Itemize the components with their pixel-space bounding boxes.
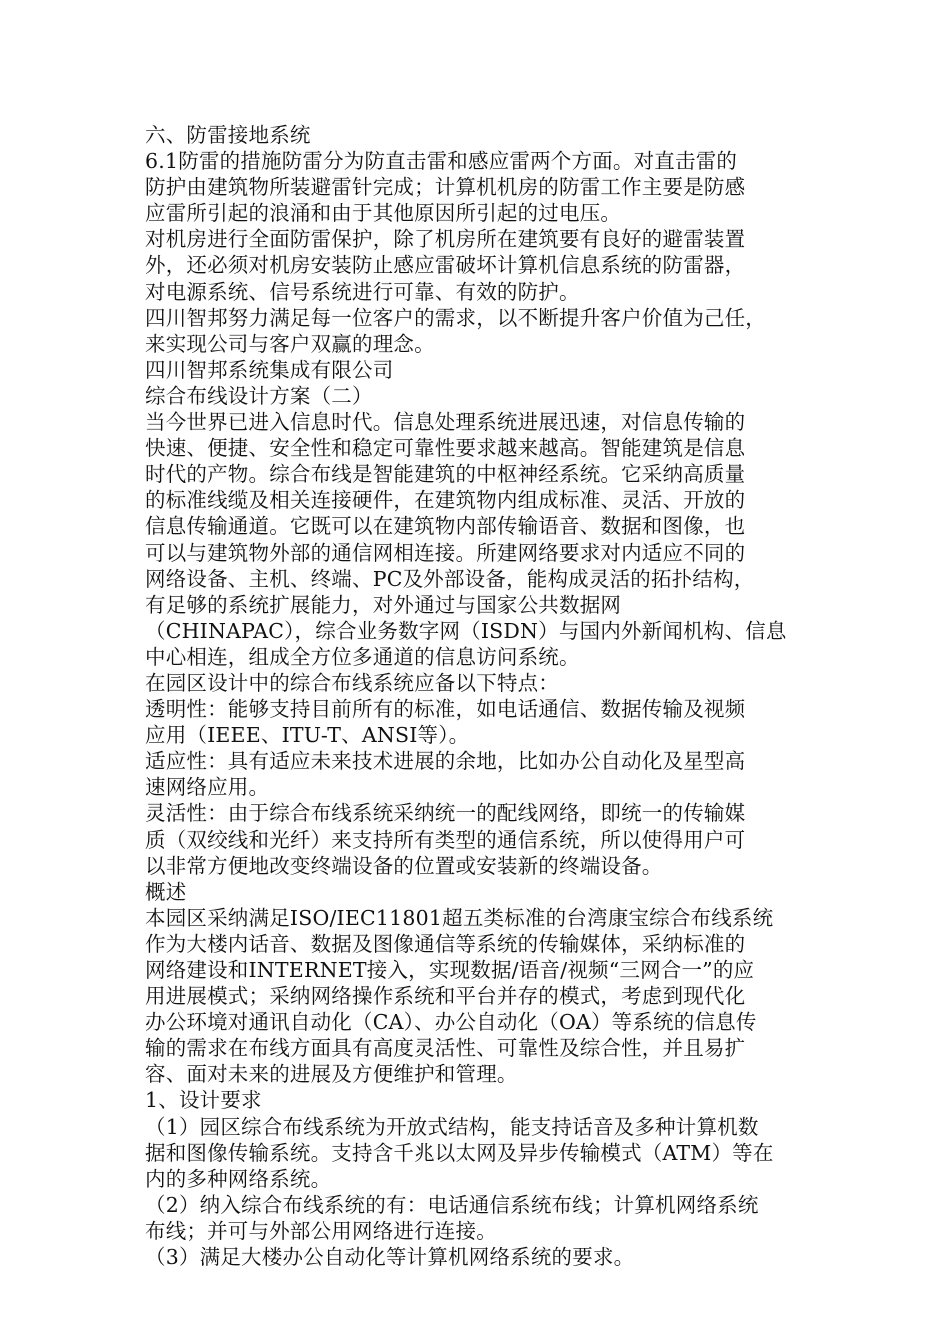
text-line: 容、面对未来的进展及方便维护和管理。 — [145, 1062, 518, 1087]
text-line: 据和图像传输系统。支持含千兆以太网及异步传输模式（ATM）等在 — [145, 1140, 774, 1165]
text-line: 速网络应用。 — [145, 775, 270, 800]
section-heading: 六、防雷接地系统 — [145, 123, 311, 147]
text-line: 外，还必须对机房安装防止感应雷破坏计算机信息系统的防雷器， — [145, 253, 746, 278]
text-line: 办公环境对通讯自动化（CA）、办公自动化（OA）等系统的信息传 — [145, 1010, 757, 1035]
text-line: 网络建设和INTERNET接入，实现数据/语音/视频“三网合一”的应 — [145, 958, 755, 982]
document-body — [145, 122, 810, 1270]
text-line: （CHINAPAC），综合业务数字网（ISDN）与国内外新闻机构、信息 — [145, 618, 787, 643]
text-line: （1）园区综合布线系统为开放式结构，能支持话音及多种计算机数 — [145, 1114, 759, 1139]
text-line: 中心相连，组成全方位多通道的信息访问系统。 — [145, 644, 580, 669]
text-line: 应用（IEEE、ITU-T、ANSI等）。 — [145, 723, 470, 748]
text-line: 时代的产物。综合布线是智能建筑的中枢神经系统。它采纳高质量 — [145, 462, 746, 487]
text-line: 6.1防雷的措施防雷分为防直击雷和感应雷两个方面。对直击雷的 — [145, 149, 738, 174]
text-line: 的标准线缆及相关连接硬件，在建筑物内组成标准、灵活、开放的 — [145, 488, 746, 513]
text-line: 布线；并可与外部公用网络进行连接。 — [145, 1218, 497, 1243]
text-line: 应雷所引起的浪涌和由于其他原因所引起的过电压。 — [145, 201, 622, 226]
text-line: （2）纳入综合布线系统的有：电话通信系统布线；计算机网络系统 — [145, 1192, 759, 1217]
text-line: 来实现公司与客户双赢的理念。 — [145, 331, 435, 356]
company-name: 四川智邦系统集成有限公司 — [145, 357, 394, 382]
text-line: 当今世界已进入信息时代。信息处理系统进展迅速，对信息传输的 — [145, 410, 746, 435]
text-line: 质（双绞线和光纤）来支持所有类型的通信系统，所以使得用户可 — [145, 827, 746, 852]
text-line: 作为大楼内话音、数据及图像通信等系统的传输媒体，采纳标准的 — [145, 931, 746, 956]
text-line: 四川智邦努力满足每一位客户的需求，以不断提升客户价值为己任， — [145, 305, 766, 330]
section-heading: 1、设计要求 — [145, 1088, 262, 1113]
text-line: 在园区设计中的综合布线系统应备以下特点： — [145, 670, 559, 695]
text-line: 对电源系统、信号系统进行可靠、有效的防护。 — [145, 279, 580, 304]
text-line: （3）满足大楼办公自动化等计算机网络系统的要求。 — [145, 1245, 635, 1270]
text-line: 防护由建筑物所装避雷针完成；计算机机房的防雷工作主要是防感 — [145, 175, 746, 200]
text-line: 内的多种网络系统。 — [145, 1166, 332, 1191]
document-title: 综合布线设计方案（二） — [145, 383, 373, 408]
text-line: 可以与建筑物外部的通信网相连接。所建网络要求对内适应不同的 — [145, 540, 746, 565]
text-line: 灵活性：由于综合布线系统采纳统一的配线网络，即统一的传输媒 — [145, 801, 746, 826]
text-line: 输的需求在布线方面具有高度灵活性、可靠性及综合性，并且易扩 — [145, 1036, 746, 1061]
text-line: 网络设备、主机、终端、PC及外部设备，能构成灵活的拓扑结构， — [145, 566, 755, 591]
text-line: 信息传输通道。它既可以在建筑物内部传输语音、数据和图像，也 — [145, 514, 746, 539]
text-line: 以非常方便地改变终端设备的位置或安装新的终端设备。 — [145, 853, 663, 878]
text-line: 适应性：具有适应未来技术进展的余地，比如办公自动化及星型高 — [145, 749, 746, 774]
text-line: 对机房进行全面防雷保护，除了机房所在建筑要有良好的避雷装置 — [145, 227, 746, 252]
text-line: 本园区采纳满足ISO/IEC11801超五类标准的台湾康宝综合布线系统 — [145, 905, 774, 930]
section-heading: 概述 — [145, 879, 187, 904]
text-line: 透明性：能够支持目前所有的标准，如电话通信、数据传输及视频 — [145, 697, 746, 722]
text-line: 有足够的系统扩展能力，对外通过与国家公共数据网 — [145, 592, 622, 617]
text-line: 快速、便捷、安全性和稳定可靠性要求越来越高。智能建筑是信息 — [145, 436, 746, 461]
text-line: 用进展模式；采纳网络操作系统和平台并存的模式，考虑到现代化 — [145, 984, 746, 1009]
